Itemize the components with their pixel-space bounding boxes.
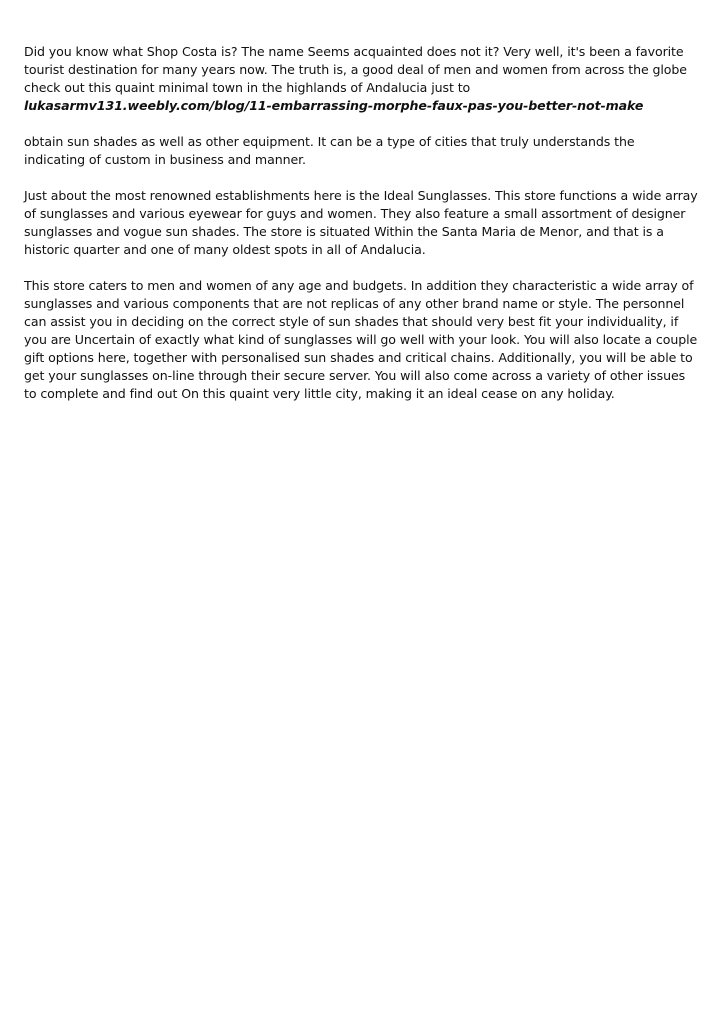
paragraph-store: Just about the most renowned establishments here is the Ideal Sunglasses. This store functions a wide array of sunglasses and various eyewear for guys and women. They also feature a small assortment of designer sunglasses and vogue sun shades. The store is situated Within the Santa Maria de Menor, and that is a historic quarter and one of many oldest spots in all of Andalucia. (24, 188, 698, 257)
paragraph-intro-text: Did you know what Shop Costa is? The name Seems acquainted does not it? Very well, it's been a favorite tourist destination for many years now. The truth is, a good deal of men and women from across the globe check out this quaint minimal town in the highlands of Andalucia just to (24, 44, 687, 95)
paragraph-intro (24, 43, 698, 115)
paragraph-customers: This store caters to men and women of any age and budgets. In addition they characteristic a wide array of sunglasses and various components that are not replicas of any other brand name or style. The personnel can assist you in deciding on the correct style of sun shades that should very best fit your individuality, if you are Uncertain of exactly what kind of sunglasses will go well with your look. You will also locate a couple gift options here, together with personalised sun shades and critical chains. Additionally, you will be able to get your sunglasses on-line through their secure server. You will also come across a variety of other issues to complete and find out On this quaint very little city, making it an ideal cease on any holiday. (24, 278, 698, 401)
blog-link[interactable]: lukasarmv131.weebly.com/blog/11-embarrassing-morphe-faux-pas-you-better-not-make (24, 98, 644, 113)
paragraph-custom: obtain sun shades as well as other equipment. It can be a type of cities that truly understands the indicating of custom in business and manner. (24, 134, 635, 167)
